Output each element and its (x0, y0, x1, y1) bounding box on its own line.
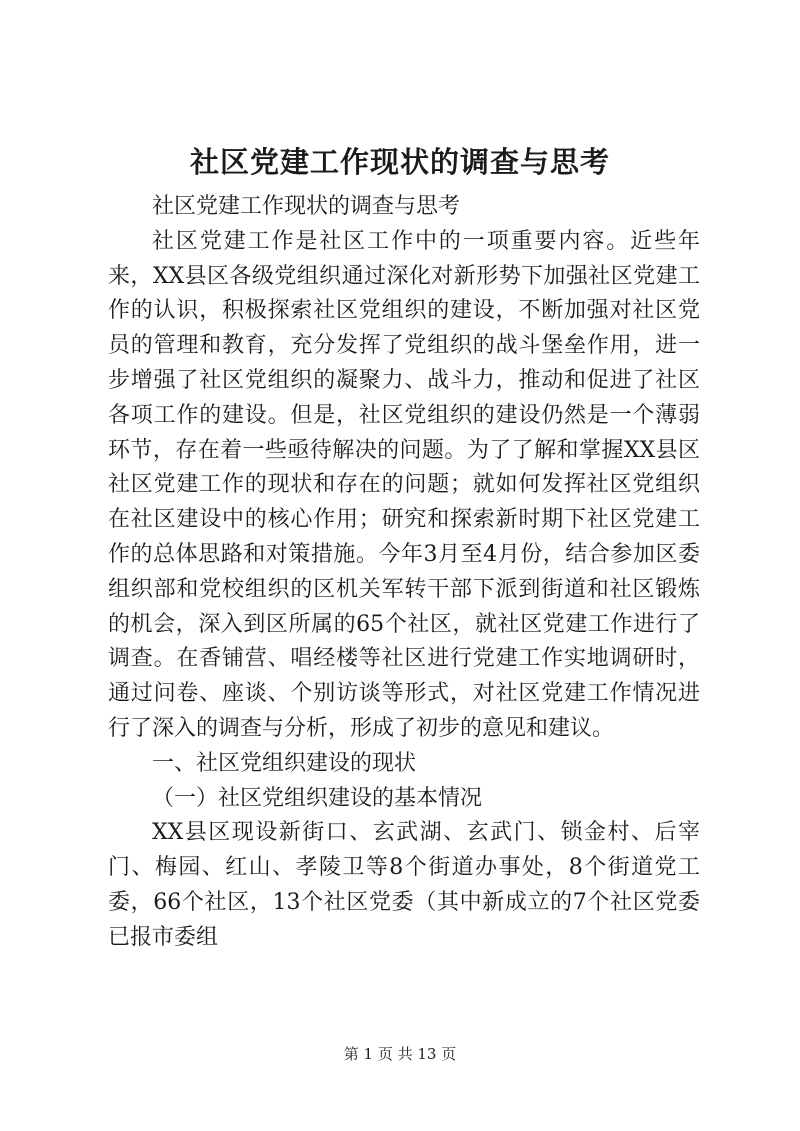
subsection-heading: （一）社区党组织建设的基本情况 (152, 785, 483, 811)
intro-paragraph: 社区党建工作是社区工作中的一项重要内容。近些年来，XX县区各级党组织通过深化对新形势下加强社区党建工作的认识，积极探索社区党组织的建设，不断加强对社区党员的管理和教育，充分发挥了党组织的战斗堡垒作用，进一步增强了社区党组织的凝聚力、战斗力，推动和促进了社区各项工作的建设。但是，社区党组织的建设仍然是一个薄弱环节，存在着一些亟待解决的问题。为了了解和掌握XX县区社区党建工作的现状和存在的问题；就如何发挥社区党组织在社区建设中的核心作用；研究和探索新时期下社区党建工作的总体思路和对策措施。今年3月至4月份，结合参加区委组织部和党校组织的区机关军转干部下派到街道和社区锻炼的机会，深入到区所属的65个社区，就社区党建工作进行了调查。在香铺营、唱经楼等社区进行党建工作实地调研时，通过问卷、座谈、个别访谈等形式，对社区党建工作情况进行了深入的调查与分析，形成了初步的意见和建议。 (108, 228, 700, 741)
section-heading: 一、社区党组织建设的现状 (152, 750, 417, 776)
subtitle-paragraph: 社区党建工作现状的调查与思考 (152, 194, 461, 219)
document-title: 社区党建工作现状的调查与思考 (189, 145, 610, 179)
body-paragraph: XX县区现设新街口、玄武湖、玄武门、锁金村、后宰门、梅园、红山、孝陵卫等8个街道办事处，8个街道党工委，66个社区，13个社区党委（其中新成立的7个社区党委已报市委组 (108, 820, 700, 950)
document-body (108, 190, 700, 956)
page-footer: 第 1 页 共 13 页 (343, 1045, 457, 1063)
